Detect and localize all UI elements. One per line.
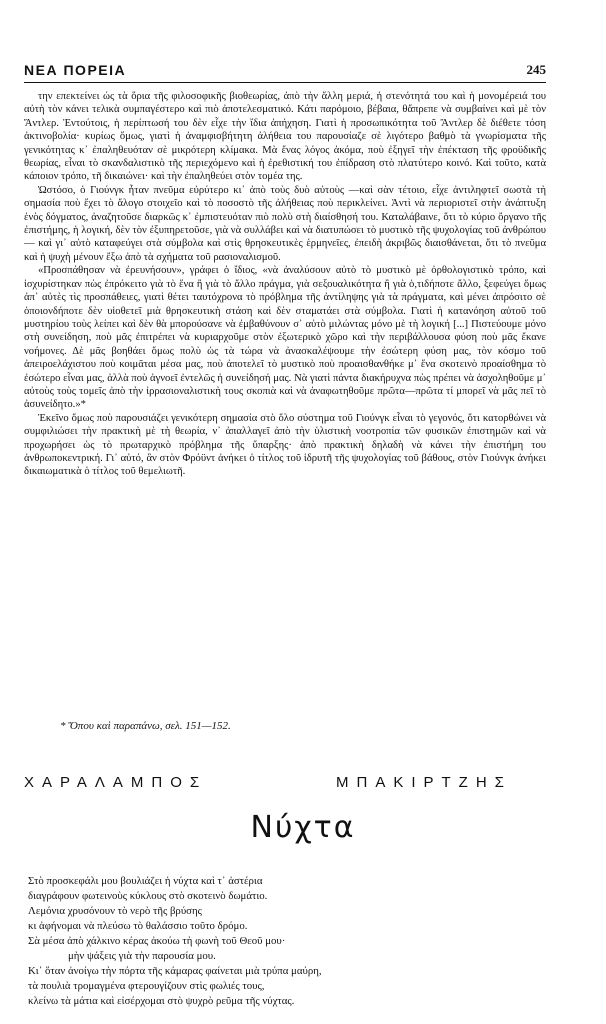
- poem-body: [28, 874, 548, 1009]
- poem-title: Νύχτα: [250, 810, 356, 845]
- poem-line: Σὰ μέσα ἀπὸ χάλκινο κέρας ἀκούω τὴ φωνὴ τοῦ Θεοῦ μου·: [28, 935, 286, 947]
- essay-paragraph: «Προσπάθησαν νὰ ἐρευνήσουν», γράφει ὁ ἴδιος, «νὰ ἀναλύσουν αὐτὸ τὸ μυστικὸ μὲ ὀρθολογιστικὸ τρόπο, καὶ ἰσχυρίστηκαν πὼς ἐπρόκειτο γιὰ τὸ ἕνα ἢ γιὰ τὸ ἄλλο πράγμα, γιὰ σεξουαλικότητα ἢ γιὰ ὁ,τιδήποτε ἄλλο, ξεφεύγει ὅμως ἀπ᾽ αὐτὲς τὶς προσπάθειες, γιατὶ θέτει ταυτόχρονα τὸ πρόβλημα τῆς ἀντίληψης γιὰ τὰ πράγματα, καὶ μένει ἀπρόσιτο σὲ ὁποιονδήποτε δὲν υἱοθετεῖ μιὰ θρησκευτικὴ στάση καὶ δὲν σταματάει στὰ σύμβολα. Γιατὶ ἡ κατανόηση αὐτοῦ τοῦ μυστηρίου τοὺς λείπει καὶ δὲν θὰ μπορούσανε νὰ ἐμβαθύνουν σ᾽ αὐτὸ μιλώντας μόνο μὲ τὴ λογική [...] Πιστεύουμε μόνο στὴ συνείδηση, ποὺ μᾶς ἐπιτρέπει νὰ κυριαρχοῦμε στὸν ἐξωτερικὸ χῶρο καὶ τὴν περιβάλλουσα φύση ποὺ μᾶς ἔκανε νοήμονες. Δὲ μᾶς βοηθάει ὅμως πολὺ ὡς τὰ τώρα νὰ ἀνασκαλέψουμε τὴν ἐσώτερη φύση μας, τὸν κόσμο τοῦ ἀπειροελάχιστου ποὺ κοιμᾶται μέσα μας, ποὺ ἀποτελεῖ τὸ μυστικὸ ποὺ προαισθανθήκε μ᾽ ἕνα σκοτεινὸ προαίσθημα τὸ ἐσώτερο εἶναι μας, ἀλλὰ ποὺ ἀγνοεῖ ἐντελῶς ἡ συνείδησή μας. Νὰ γιατὶ πάντα διακήρυχνα πὼς πρέπει νὰ ἀσχοληθοῦμε μ᾽ αὐτοὺς τοὺς τομεῖς ἀπὸ τὴν ἰρρασιοναλιστικὴ τους σκοπιὰ καὶ νὰ ἀναφωτηθοῦμε πρῶτα—πρῶτα τί μπορεῖ νὰ μᾶς πεῖ τὸ ἀσυνείδητο.»*: [24, 265, 546, 411]
- poem-line: μὴν ψάξεις γιὰ τὴν παρουσία μου.: [68, 950, 216, 962]
- poem-line: κι ἀφήνομαι νὰ πλεύσω τὸ θαλάσσιο τοῦτο δρόμο.: [28, 920, 248, 932]
- poem-line: Λεμόνια χρυσόνουν τὸ νερὸ τῆς βρύσης: [28, 905, 202, 917]
- poem-line: κλείνω τὰ μάτια καὶ εἰσέρχομαι στὸ ψυχρὸ ρεῦμα τῆς νύχτας.: [28, 995, 295, 1007]
- footnote: * Ὅπου καὶ παραπάνω, σελ. 151—152.: [60, 720, 231, 732]
- essay-body: [24, 90, 546, 479]
- page-number: 245: [526, 62, 546, 77]
- essay-paragraph: την επεκτείνει ώς τὰ ὅρια τῆς φιλοσοφικῆς βιοθεωρίας, ἀπὸ τὴν ἄλλη μεριά, ἡ στενότητά του καὶ ἡ μονομέρειά του αὐτὴ τὸν κάνει τελικὰ συμπαγέστερο καὶ πιὸ ἀποτελεσματικό. Κάτι παρόμοιο, βέβαια, θἄπρεπε νὰ συμβαίνει καὶ μὲ τὸν Ἄντλερ. Ἐντούτοις, ἡ περίπτωσή του δὲν εἶχε τὴν ἴδια ἀπήχηση. Γιατὶ ἡ προσωπικότητα τοῦ Ἄντλερ δὲ διέθετε τόση ἀκτινοβολία· κυρίως ὅμως, γιατὶ ἡ ἀναμφισβήτητη ἀλήθεια του παρουσίαζε σὲ λιγότερο βαθμὸ τὰ γνωρίσματα τῆς γενικότητας κ᾽ ἐπαληθευόταν σὲ μικρότερη κλίμακα. Μὰ ἕνας λόγος ἀκόμα, ποὺ ἐξηγεῖ τὴν ἐπέκταση τῆς φροϋδικῆς θεωρίας, εἶναι τὸ σκανδαλιστικὸ τῆς περιεχόμενο καὶ ἡ ἐρεθιστική του ἐπίδραση στὸ πλατύτερο κοινό. Καὶ τοῦτο, κατὰ κάποιον τρόπο, τῆ δικαιώνει· καὶ τὴν ἐπαληθεύει στὸν τομέα της.: [24, 91, 546, 183]
- essay-paragraph: Ἐκεῖνο ὅμως ποὺ παρουσιάζει γενικότερη σημασία στὸ ὅλο σύστημα τοῦ Γιούνγκ εἶναι τὸ γεγονός, ὅτι κατορθώνει νὰ συμφιλιώσει τὴν πρακτικὴ μὲ τὴ θεωρία, ν᾽ ἀπαλλαγεῖ ἀπὸ τὴν ὑλιστικὴ νοοτροπία τῶν φυσικῶν ἐπιστημῶν καὶ νὰ προχωρήσει ὡς τὸ πρωταρχικὸ πρόβλημα τῆς ὕπαρξης· ἀπὸ πρακτικὴ δηλαδὴ νὰ κάνει τὴν ἐπιστήμη του ἀνθρωποκεντρική. Γι᾽ αὐτό, ἂν στὸν Φρόϋντ ἀνήκει ὁ τίτλος τοῦ ἱδρυτῆ τῆς ψυχολογίας τοῦ βάθους, στὸν Γιούνγκ ἀνήκει δικαιωματικὰ ὁ τίτλος τοῦ θεμελιωτῆ.: [24, 412, 546, 478]
- running-header: [24, 58, 546, 83]
- poem-line: Στὸ προσκεφάλι μου βουλιάζει ἡ νύχτα καὶ τ᾽ ἀστέρια: [28, 875, 263, 887]
- poem-line: διαγράφουν φωτεινοὺς κύκλους στὸ σκοτεινὸ δωμάτιο.: [28, 890, 268, 902]
- essay-paragraph: Ὡστόσο, ὁ Γιούνγκ ἦταν πνεῦμα εὐρύτερο κι᾽ ἀπὸ τοὺς δυὸ αὐτοὺς —καὶ σὰν τέτοιο, εἶχε ἀντιληφτεῖ σωστὰ τὴ σημασία ποὺ ἔχει τὸ ἄλογο στοιχεῖο καὶ τὸ ποσοστὸ τῆς ἀλήθειας ποὺ περικλείνει. Ἀντὶ νὰ περιοριστεῖ στὴν ἀνάπτυξη ἑνὸς δόγματος, ἀναζητοῦσε διαρκῶς κ᾽ ἐμπιστευόταν πιὸ πολὺ στὴ διαίσθησή του. Καταλάβαινε, ὅτι τὸ κύριο ὄργανο τῆς ἐπιστήμης, ἡ λογική, δὲν τὸν ἐξυπηρετοῦσε, γιὰ νὰ συλλάβει καὶ νὰ διατυπώσει τὸ μυστικὸ τῆς ψυχολογίας τοῦ ἀνθρώπου— καὶ γι᾽ αὐτὸ καταφεύγει στὰ σύμβολα καὶ στὶς θρησκευτικὲς ἑρμηνεῖες, ἐπειδὴ ἀκριβῶς διαισθάνεται, ὅτι τὸ πνεῦμα καὶ ἡ ψυχὴ μένουν ἔξω ἀπὸ τὰ σχήματα τοῦ ρασιοναλισμοῦ.: [24, 184, 546, 263]
- author-last-name: ΜΠΑΚΙΡΤΖΗΣ: [336, 774, 512, 791]
- author-first-name: ΧΑΡΑΛΑΜΠΟΣ: [24, 774, 208, 791]
- poem-line: Κι᾽ ὅταν ἀνοίγω τὴν πόρτα τῆς κάμαρας φαίνεται μιὰ τρύπα μαύρη,: [28, 965, 322, 977]
- journal-title: ΝΕΑ ΠΟΡΕΙΑ: [24, 62, 127, 78]
- poem-line: τὰ πουλιὰ τρομαγμένα φτερουγίζουν στὶς φωλιές τους,: [28, 980, 265, 992]
